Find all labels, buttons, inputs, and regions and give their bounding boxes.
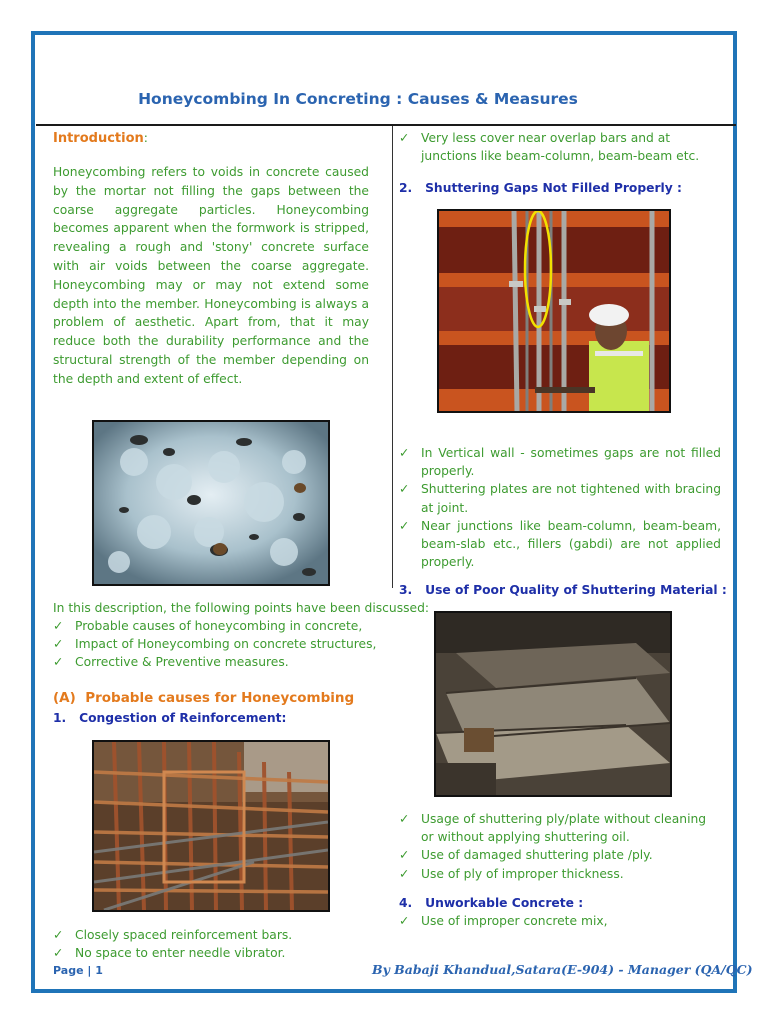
- honeycomb-illustration: [94, 422, 328, 584]
- check-icon: ✓: [399, 866, 410, 881]
- shuttering-plates-illustration: [436, 613, 670, 795]
- list-item: ✓ Use of damaged shuttering plate /ply.: [399, 846, 721, 864]
- check-icon: ✓: [53, 946, 64, 961]
- section-a-heading: (A) Probable causes for Honeycombing: [53, 690, 355, 706]
- check-icon: ✓: [53, 619, 64, 633]
- reinforcement-congestion-photo: [92, 740, 330, 912]
- check-icon: ✓: [53, 655, 64, 670]
- list-item: ✓ Probable causes of honeycombing in concrete,: [53, 617, 383, 635]
- right-top-list: [399, 129, 721, 165]
- cause-2-list: [399, 444, 721, 571]
- discussion-list: [53, 617, 383, 672]
- cause-3-list: [399, 810, 721, 883]
- column-divider: [392, 126, 393, 588]
- cause-1-heading: 1. Congestion of Reinforcement:: [53, 711, 287, 725]
- introduction-body: Honeycombing refers to voids in concrete caused by the mortar not filling the gaps between the coarse aggregate particles. Honeycombing becomes apparent when the formwork is stripped, revealing a rough and 'stony' concrete surface with air voids between the coarse aggregate. Honeycombing may or may not extend some depth into the member. Honeycombing is always a problem of aesthetic. Apart from, that it may reduce both the durability performance and the structural strength of the member depending on the depth and extent of effect.: [53, 165, 369, 386]
- check-icon: ✓: [399, 131, 410, 145]
- rebar-illustration: [94, 742, 328, 910]
- list-item: ✓ Impact of Honeycombing on concrete structures,: [53, 635, 383, 653]
- list-item: ✓ In Vertical wall - sometimes gaps are not filled properly.: [399, 446, 721, 479]
- page-number: Page | 1: [53, 964, 103, 977]
- check-icon: ✓: [53, 928, 64, 942]
- check-icon: ✓: [399, 482, 410, 497]
- list-item: ✓ Closely spaced reinforcement bars.: [53, 926, 383, 944]
- cause-4-list: [399, 912, 721, 930]
- check-icon: ✓: [399, 914, 410, 928]
- check-icon: ✓: [399, 812, 410, 826]
- cause-2-heading: 2. Shuttering Gaps Not Filled Properly :: [399, 181, 682, 195]
- author-credit: By Babaji Khandual,Satara(E-904) - Manager (QA/QC): [372, 962, 753, 977]
- list-item: ✓ Use of improper concrete mix,: [399, 912, 721, 930]
- cause-4-heading: 4. Unworkable Concrete :: [399, 896, 584, 910]
- poor-shuttering-photo: [434, 611, 672, 797]
- list-item: ✓ Very less cover near overlap bars and at junctions like beam-column, beam-beam etc.: [399, 131, 700, 164]
- cause-1-list: [53, 926, 383, 962]
- list-item: ✓ Shuttering plates are not tightened with bracing at joint.: [399, 482, 721, 515]
- check-icon: ✓: [53, 637, 64, 652]
- list-item: ✓ Use of ply of improper thickness.: [399, 865, 721, 883]
- introduction-heading: Introduction:: [53, 131, 148, 146]
- list-item: ✓ Usage of shuttering ply/plate without cleaning or without applying shuttering oil.: [399, 812, 707, 845]
- list-item: ✓ No space to enter needle vibrator.: [53, 944, 383, 962]
- list-item: ✓ Near junctions like beam-column, beam-beam, beam-slab etc., fillers (gabdi) are not applied properly.: [399, 518, 721, 570]
- shuttering-gaps-photo: [437, 209, 671, 413]
- honeycomb-concrete-photo: [92, 420, 330, 586]
- shuttering-illustration: [439, 211, 669, 411]
- discussion-intro: In this description, the following points have been discussed:: [53, 601, 430, 615]
- title-divider: [36, 124, 736, 126]
- check-icon: ✓: [399, 518, 410, 533]
- cause-3-heading: 3. Use of Poor Quality of Shuttering Material :: [399, 583, 727, 597]
- check-icon: ✓: [399, 848, 410, 863]
- page-title: Honeycombing In Concreting : Causes & Measures: [138, 90, 578, 108]
- list-item: ✓ Corrective & Preventive measures.: [53, 653, 383, 671]
- check-icon: ✓: [399, 446, 410, 460]
